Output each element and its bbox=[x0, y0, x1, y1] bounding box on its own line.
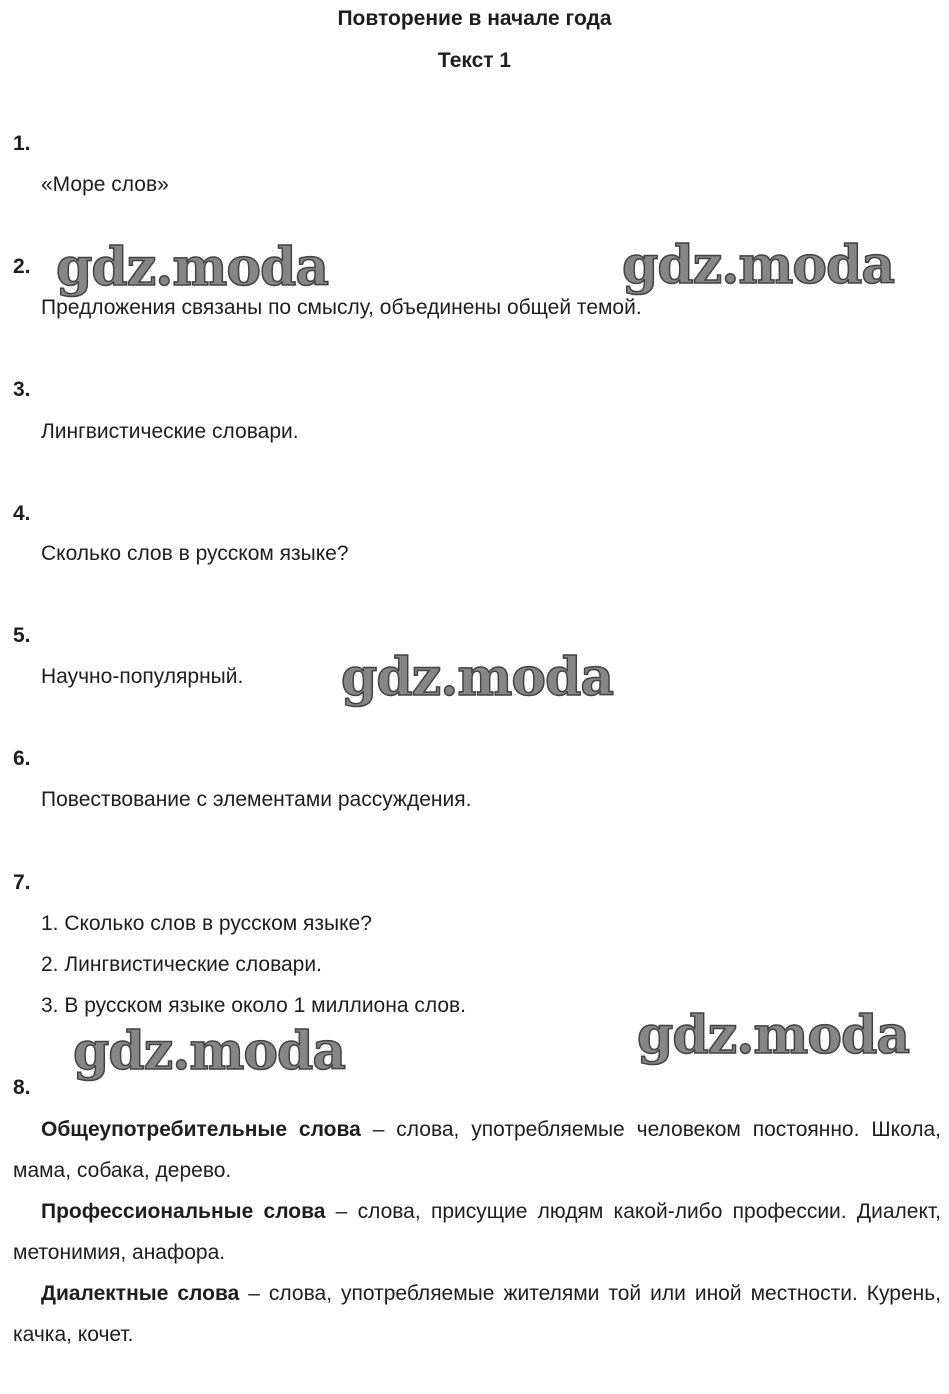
item-number-6: 6. bbox=[13, 747, 31, 770]
item-number-2: 2. bbox=[13, 255, 31, 278]
item-answer-6: Повествование с элементами рассуждения. bbox=[41, 788, 472, 811]
definition-text: – слова, употребляемые жителями той или иной местности. Курень, качка, кочет. bbox=[13, 1282, 941, 1346]
watermark-logo: gdz.moda bbox=[637, 1005, 910, 1066]
item-7-line-2: 2. Лингвистические словари. bbox=[41, 953, 322, 976]
item-number-7: 7. bbox=[13, 871, 31, 894]
item-number-4: 4. bbox=[13, 502, 31, 525]
item-answer-5: Научно-популярный. bbox=[41, 665, 244, 688]
item-number-8: 8. bbox=[13, 1076, 31, 1099]
item-answer-1: «Море слов» bbox=[41, 173, 169, 196]
item-number-3: 3. bbox=[13, 378, 31, 401]
definition-paragraph-2 bbox=[13, 1191, 941, 1273]
watermark-logo: gdz.moda bbox=[622, 235, 895, 296]
definition-text: – слова, употребляемые человеком постоянно. Школа, мама, собака, дерево. bbox=[13, 1118, 942, 1182]
item-7-line-1: 1. Сколько слов в русском языке? bbox=[41, 912, 372, 935]
item-number-1: 1. bbox=[13, 132, 31, 155]
definition-paragraph-1 bbox=[13, 1109, 941, 1191]
definition-paragraph-3 bbox=[13, 1273, 941, 1355]
page-subtitle: Текст 1 bbox=[437, 49, 512, 72]
page-title: Повторение в начале года bbox=[337, 7, 612, 30]
watermark-logo: gdz.moda bbox=[73, 1021, 346, 1082]
item-answer-4: Сколько слов в русском языке? bbox=[41, 542, 349, 565]
definition-text: – слова, присущие людям какой-либо профессии. Диалект, метонимия, анафора. bbox=[13, 1200, 941, 1264]
item-answer-2: Предложения связаны по смыслу, объединены общей темой. bbox=[41, 296, 642, 319]
definition-term: Диалектные слова bbox=[41, 1282, 240, 1305]
watermark-logo: gdz.moda bbox=[56, 237, 329, 298]
item-7-line-3: 3. В русском языке около 1 миллиона слов. bbox=[41, 994, 466, 1017]
watermark-logo: gdz.moda bbox=[341, 647, 614, 708]
definition-term: Общеупотребительные слова bbox=[41, 1118, 361, 1141]
item-number-5: 5. bbox=[13, 624, 31, 647]
definition-term: Профессиональные слова bbox=[41, 1200, 326, 1223]
item-answer-3: Лингвистические словари. bbox=[41, 420, 299, 443]
